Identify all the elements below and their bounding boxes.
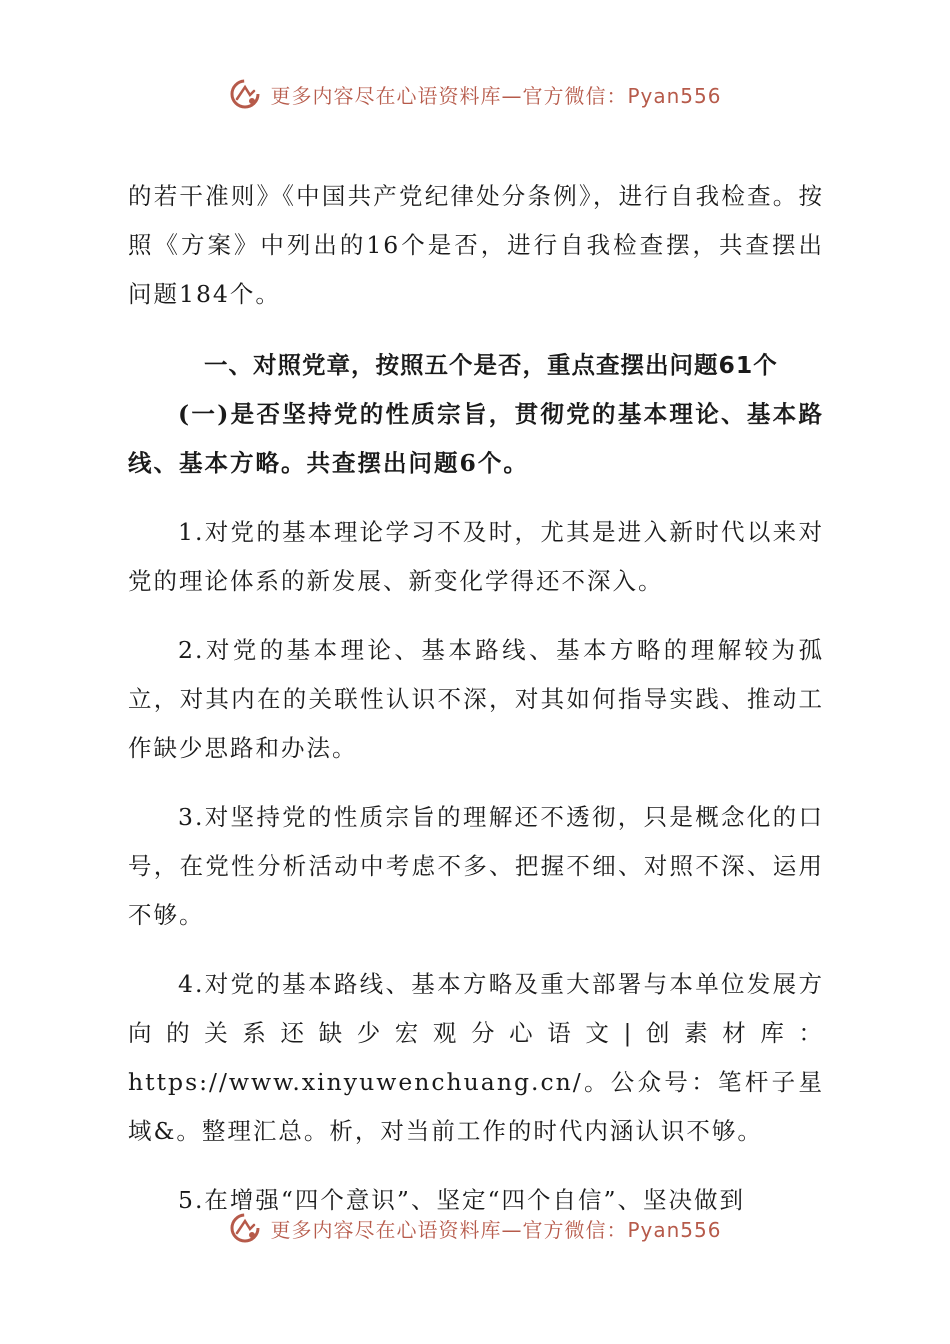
- section-heading: 一、对照党章，按照五个是否，重点查摆出问题61个: [204, 351, 778, 379]
- list-item: 4.对党的基本路线、基本方略及重大部署与本单位发展方向的关系还缺少宏观分心语文|创素材库：https://www.xinyuwenchuang.cn/。公众号：笔杆子星域&。整理汇总。析，对当前工作的时代内涵认识不够。: [128, 970, 824, 1145]
- brush-seal-logo-icon: [228, 77, 262, 111]
- intro-paragraph: 的若干准则》《中国共产党纪律处分条例》，进行自我检查。按照《方案》中列出的16个是否，进行自我检查摆，共查摆出问题184个。: [128, 182, 824, 308]
- header-watermark: [0, 74, 950, 114]
- list-item: 1.对党的基本理论学习不及时，尤其是进入新时代以来对党的理论体系的新发展、新变化学得还不深入。: [128, 518, 824, 595]
- footer-watermark-text: 更多内容尽在心语资料库—官方微信：Pyan556: [270, 1217, 722, 1242]
- subsection-heading: (一)是否坚持党的性质宗旨，贯彻党的基本理论、基本路线、基本方略。共查摆出问题6个。: [128, 400, 824, 477]
- header-watermark-text: 更多内容尽在心语资料库—官方微信：Pyan556: [270, 83, 722, 108]
- list-item: 5.在增强“四个意识”、坚定“四个自信”、坚决做到: [178, 1186, 745, 1214]
- document-body: [128, 172, 824, 1225]
- list-item: 3.对坚持党的性质宗旨的理解还不透彻，只是概念化的口号，在党性分析活动中考虑不多、把握不细、对照不深、运用不够。: [128, 803, 824, 929]
- list-item: 2.对党的基本理论、基本路线、基本方略的理解较为孤立，对其内在的关联性认识不深，对其如何指导实践、推动工作缺少思路和办法。: [128, 636, 824, 762]
- brush-seal-logo-icon: [228, 1211, 262, 1245]
- footer-watermark: [0, 1208, 950, 1248]
